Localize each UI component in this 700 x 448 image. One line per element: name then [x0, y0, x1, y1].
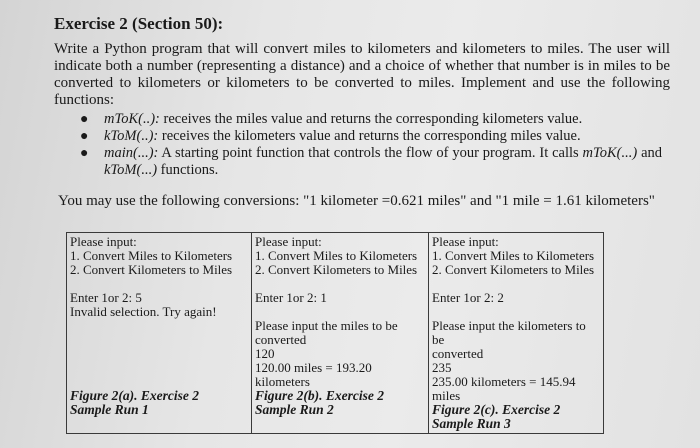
conversions-text: You may use the following conversions: "1 kilometer =0.621 miles" and "1 mile = 1.61 kilometers" — [58, 193, 655, 209]
list-item — [80, 128, 662, 145]
figure-caption: Sample Run 1 — [70, 402, 149, 417]
function-name: mToK(..): — [104, 111, 160, 127]
exercise-description: Write a Python program that will convert miles to kilometers and kilometers to miles. The user will indicate both a number (representing a distance) and a choice of whether that number is in miles to be converted to kilometers or kilometers to be converted to miles. Implement and use the following functions: — [54, 41, 670, 108]
bullet-icon: ● — [80, 129, 89, 144]
function-desc: receives the kilometers value and returns the corresponding miles value. — [158, 128, 581, 144]
function-desc: A starting point function that controls the flow of your program. It calls — [158, 145, 583, 161]
figure-caption: Figure 2(b). Exercise 2 — [255, 388, 384, 403]
function-desc: receives the miles value and returns the corresponding kilometers value. — [159, 111, 583, 127]
bullet-icon: ● — [80, 146, 89, 161]
exercise-title: Exercise 2 (Section 50): — [54, 14, 224, 33]
figure-caption: Figure 2(a). Exercise 2 — [70, 388, 199, 403]
figure-caption: Sample Run 2 — [255, 402, 334, 417]
sample-runs-table — [66, 232, 604, 434]
list-item — [80, 111, 662, 128]
sample-run-3: Please input: 1. Convert Miles to Kilometers 2. Convert Kilometers to Miles Enter 1or 2: 2 Please input the kilometers to be converted 235 235.00 kilometers = 145.94 miles Figure 2(c). Exercise 2 Sample Run 3 — [429, 233, 604, 434]
table-row — [67, 233, 604, 434]
function-name: kToM(..): — [104, 128, 159, 144]
function-list — [80, 111, 662, 179]
function-ref: kToM(...) — [104, 162, 158, 178]
function-ref: mToK(...) — [582, 145, 638, 161]
function-name: main(...): — [104, 145, 159, 161]
sample-run-2: Please input: 1. Convert Miles to Kilometers 2. Convert Kilometers to Miles Enter 1or 2: 1 Please input the miles to be converted 120 120.00 miles = 193.20 kilometers Figure 2(b). Exercise 2 Sample Run 2 — [252, 233, 429, 434]
figure-caption: Figure 2(c). Exercise 2 — [432, 402, 561, 417]
list-item: ● main(...): A starting point function that controls the flow of your program. It calls mToK(...) and kToM(...) functions. — [80, 145, 663, 178]
figure-caption: Sample Run 3 — [432, 416, 511, 431]
exercise-section — [50, 14, 680, 216]
bullet-icon: ● — [80, 112, 89, 127]
sample-run-1: Please input: 1. Convert Miles to Kilometers 2. Convert Kilometers to Miles Enter 1or 2: 5 Invalid selection. Try again! Figure 2(a). Exercise 2 Sample Run 1 — [67, 233, 252, 434]
